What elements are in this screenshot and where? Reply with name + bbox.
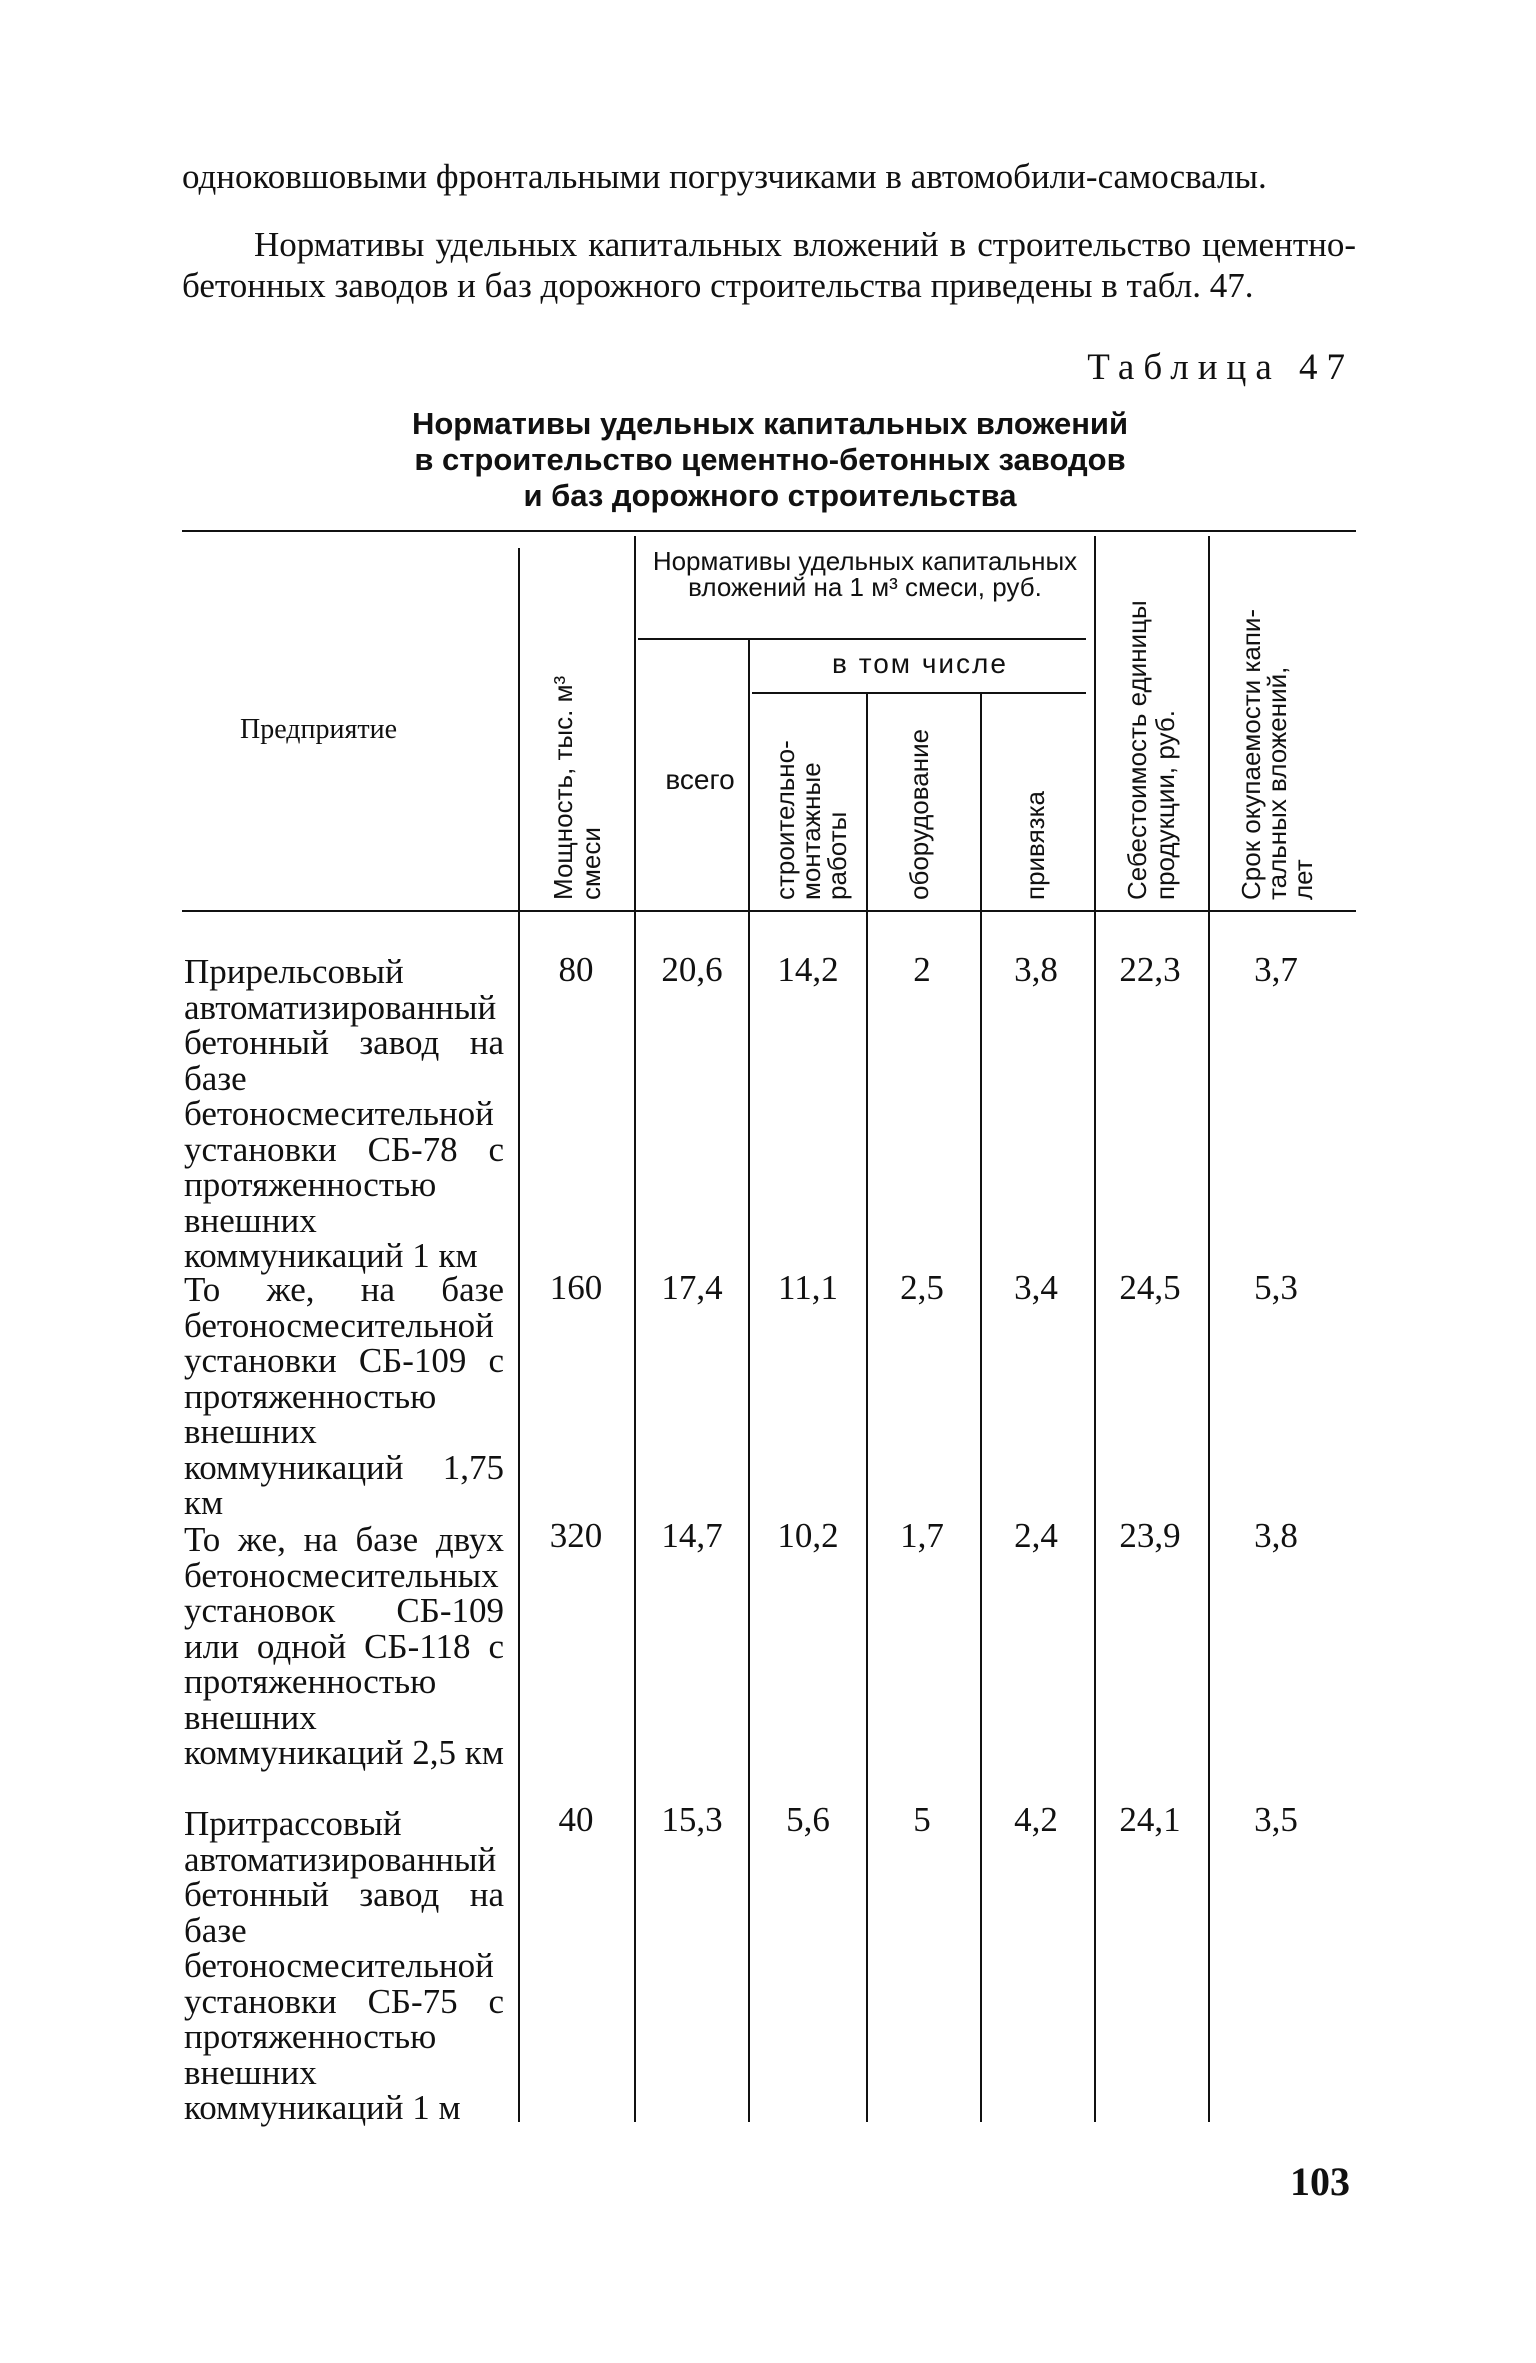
including-subrule — [752, 692, 1086, 694]
header-capacity-line2: смеси — [576, 827, 606, 900]
header-enterprise: Предприятие — [240, 714, 398, 745]
row-capacity: 320 — [549, 1516, 603, 1555]
row-capacity: 40 — [558, 1800, 594, 1839]
row-payback: 3,7 — [1254, 950, 1298, 989]
row-enterprise: То же, на базе бетоносмесительной установки СБ-109 с протяженностью внешних коммуникаций 1,75 км — [184, 1270, 504, 1522]
row-construction: 14,2 — [777, 950, 839, 989]
column-divider — [866, 694, 868, 2122]
row-payback: 3,8 — [1254, 1516, 1298, 1555]
table-title — [300, 406, 1240, 514]
header-norms-group: Нормативы удельных капитальных вложений на 1 м³ смеси, руб. — [652, 546, 1078, 602]
column-divider — [1208, 536, 1210, 2122]
row-total: 14,7 — [661, 1516, 723, 1555]
row-total: 15,3 — [661, 1800, 723, 1839]
row-cost: 24,5 — [1119, 1268, 1181, 1307]
header-total: всего — [665, 764, 735, 795]
row-equipment: 2,5 — [900, 1268, 944, 1307]
header-construction-line2: монтажные — [796, 762, 826, 900]
table-title-line: и баз дорожного строительства — [523, 478, 1017, 513]
row-capacity: 80 — [558, 950, 594, 989]
row-binding: 2,4 — [1014, 1516, 1058, 1555]
row-enterprise: Прирельсовый автоматизированный бетонный завод на базе бетоносмесительной установки СБ-78 с протяженностью внешних коммуникаций 1 км — [184, 952, 504, 1275]
header-construction-line1: строительно- — [770, 740, 800, 900]
row-cost: 23,9 — [1119, 1516, 1181, 1555]
row-equipment: 2 — [913, 950, 931, 989]
header-payback-line2: тальных вложений, — [1262, 666, 1292, 900]
row-payback: 3,5 — [1254, 1800, 1298, 1839]
row-cost: 24,1 — [1119, 1800, 1181, 1839]
row-equipment: 5 — [913, 1800, 931, 1839]
row-enterprise: Притрассовый автоматизированный бетонный завод на базе бетоносмесительной установки СБ-75 с протяженностью внешних коммуникаций 1 м — [184, 1804, 504, 2127]
header-cost-line1: Себестоимость единицы — [1122, 600, 1152, 900]
row-construction: 11,1 — [778, 1268, 838, 1307]
row-capacity: 160 — [549, 1268, 603, 1307]
header-binding: привязка — [1020, 791, 1050, 900]
row-enterprise: То же, на базе двух бетоносмесительных установок СБ-109 или одной СБ-118 с протяженностью внешних коммуникаций 2,5 км — [184, 1520, 504, 1772]
norms-subrule — [638, 638, 1086, 640]
row-equipment: 1,7 — [900, 1516, 944, 1555]
column-divider — [980, 694, 982, 2122]
column-divider — [634, 536, 636, 2122]
table-top-rule — [182, 530, 1356, 532]
header-capacity-line1: Мощность, тыс. м³ — [548, 675, 578, 900]
header-bottom-rule — [182, 910, 1356, 912]
paragraph-1: одноковшовыми фронтальными погрузчиками в автомобили-самосвалы. — [182, 157, 1267, 196]
row-total: 17,4 — [661, 1268, 723, 1307]
row-construction: 5,6 — [786, 1800, 830, 1839]
column-divider — [748, 640, 750, 2122]
row-total: 20,6 — [661, 950, 723, 989]
header-cost-line2: продукции, руб. — [1150, 710, 1180, 900]
table-title-line: в строительство цементно-бетонных заводов — [414, 442, 1126, 477]
row-construction: 10,2 — [777, 1516, 839, 1555]
paragraph-2: Нормативы удельных капитальных вложений в строительство цементно-бетонных заводов и баз дорожного строительства приведены в табл. 47. — [182, 225, 1356, 305]
row-binding: 4,2 — [1014, 1800, 1058, 1839]
header-equipment: оборудование — [904, 728, 934, 900]
header-construction-line3: работы — [822, 811, 852, 900]
page-number: 103 — [1290, 2159, 1350, 2204]
column-divider — [1094, 536, 1096, 2122]
header-including: в том числе — [832, 648, 1008, 679]
header-payback-line1: Срок окупаемости капи- — [1236, 608, 1266, 900]
table-label: Таблица 47 — [1087, 347, 1354, 388]
row-cost: 22,3 — [1119, 950, 1181, 989]
row-binding: 3,8 — [1014, 950, 1058, 989]
header-payback-line3: лет — [1288, 859, 1318, 900]
row-binding: 3,4 — [1014, 1268, 1058, 1307]
column-divider — [518, 548, 520, 2122]
table-title-line: Нормативы удельных капитальных вложений — [411, 406, 1129, 441]
row-payback: 5,3 — [1254, 1268, 1298, 1307]
